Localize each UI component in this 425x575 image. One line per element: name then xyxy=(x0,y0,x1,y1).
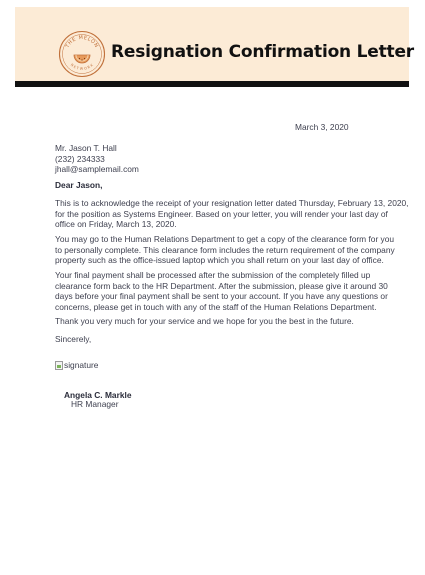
recipient-name: Mr. Jason T. Hall xyxy=(55,143,117,153)
melon-slice-icon xyxy=(74,55,90,63)
paragraph-line: days before your final payment shall be sent to your account. If you have any questions or xyxy=(55,291,388,302)
letter-date: March 3, 2020 xyxy=(295,122,349,132)
signature-alt-text: signature xyxy=(64,360,99,370)
paragraph-line: concerns, please get in touch with any of the staff of the Human Relations Department. xyxy=(55,301,377,312)
paragraph-clearance xyxy=(55,234,395,266)
logo-bottom-text: NETWORK xyxy=(69,62,95,71)
paragraph-line: for the position as Systems Engineer. Based on your letter, you will render your last day of xyxy=(55,208,388,219)
company-logo xyxy=(58,30,106,78)
header-divider-bar xyxy=(15,81,409,87)
greeting: Dear Jason, xyxy=(55,180,103,190)
signer-title: HR Manager xyxy=(71,399,119,409)
paragraph-line: Your final payment shall be processed after the submission of the completely filled up xyxy=(55,270,371,280)
signature-image xyxy=(55,360,98,370)
paragraph-thanks xyxy=(55,316,375,327)
paragraph-line: clearance form back to the HR Department. After the submission, please give it around 30 xyxy=(55,280,388,291)
broken-image-icon xyxy=(55,361,63,370)
paragraph-line: property such as the office-issued laptop which you shall return on your last day of office. xyxy=(55,255,384,266)
logo-top-text: THE MELON xyxy=(64,34,100,50)
svg-text:THE MELON xyxy=(64,35,99,50)
paragraph-line: You may go to the Human Relations Department to get a copy of the clearance form for you xyxy=(55,234,395,244)
svg-text:NETWORK xyxy=(70,63,95,71)
recipient-block xyxy=(55,143,139,175)
paragraph-line: Thank you very much for your service and we hope for you the best in the future. xyxy=(55,316,354,326)
closing: Sincerely, xyxy=(55,334,92,344)
paragraph-line: office on Friday, March 13, 2020. xyxy=(55,219,177,230)
signer-name: Angela C. Markle xyxy=(64,390,132,400)
paragraph-line: This is to acknowledge the receipt of your resignation letter dated Thursday, February 13, 2020, xyxy=(55,198,409,208)
recipient-phone: (232) 234333 xyxy=(55,153,105,164)
paragraph-final-payment xyxy=(55,270,388,312)
paragraph-line: to personally complete. This clearance form includes the return requirement of the company xyxy=(55,244,395,255)
paragraph-acknowledgement xyxy=(55,198,409,230)
recipient-email: jhall@samplemail.com xyxy=(55,164,139,174)
letter-title: Resignation Confirmation Letter xyxy=(111,42,414,62)
